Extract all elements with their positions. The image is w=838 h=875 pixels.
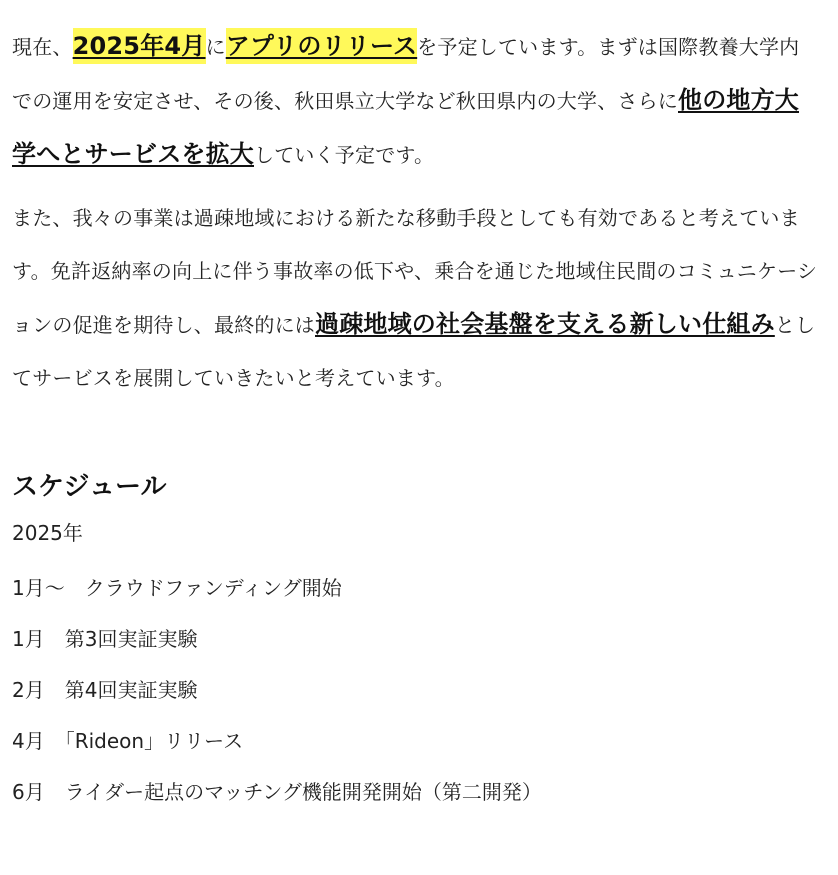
expansion-emphasis: 他の地方大学へとサービスを拡大 — [12, 86, 799, 168]
schedule-item: 4月 「Rideon」リリース — [12, 729, 244, 753]
business-vision-paragraph — [12, 192, 818, 405]
schedule-item: 1月 第3回実証実験 — [12, 627, 198, 651]
schedule-year: 2025年 — [12, 521, 83, 545]
text-run: としてサービスを展開していきたいと考えています。 — [12, 313, 816, 390]
schedule-item: 6月 ライダー起点のマッチング機能開発開始（第二開発） — [12, 780, 542, 804]
schedule-item: 1月〜 クラウドファンディング開始 — [12, 576, 342, 600]
text-run: 現在、 — [12, 35, 73, 59]
release-plan-paragraph — [12, 0, 818, 182]
schedule-heading: スケジュール — [12, 472, 167, 502]
text-run: また、我々の事業は過疎地域における新たな移動手段としても有効であると考えています。免許返納率の向上に伴う事故率の低下や、乗合を通じた地域住民間のコミュニケーションの促進を期待し、最終的には — [12, 206, 818, 337]
app-release-highlight: アプリのリリース — [226, 28, 417, 64]
social-infrastructure-emphasis: 過疎地域の社会基盤を支える新しい仕組み — [315, 310, 775, 338]
text-run: を予定しています。まずは国際教養大学内での運用を安定させ、その後、秋田県立大学など秋田県内の大学、さらに — [12, 35, 800, 113]
release-date-highlight: 2025年4月 — [73, 28, 206, 64]
text-run: していく予定です。 — [254, 143, 435, 167]
schedule-list — [12, 563, 818, 818]
schedule-item: 2月 第4回実証実験 — [12, 678, 198, 702]
text-run: に — [205, 35, 226, 59]
